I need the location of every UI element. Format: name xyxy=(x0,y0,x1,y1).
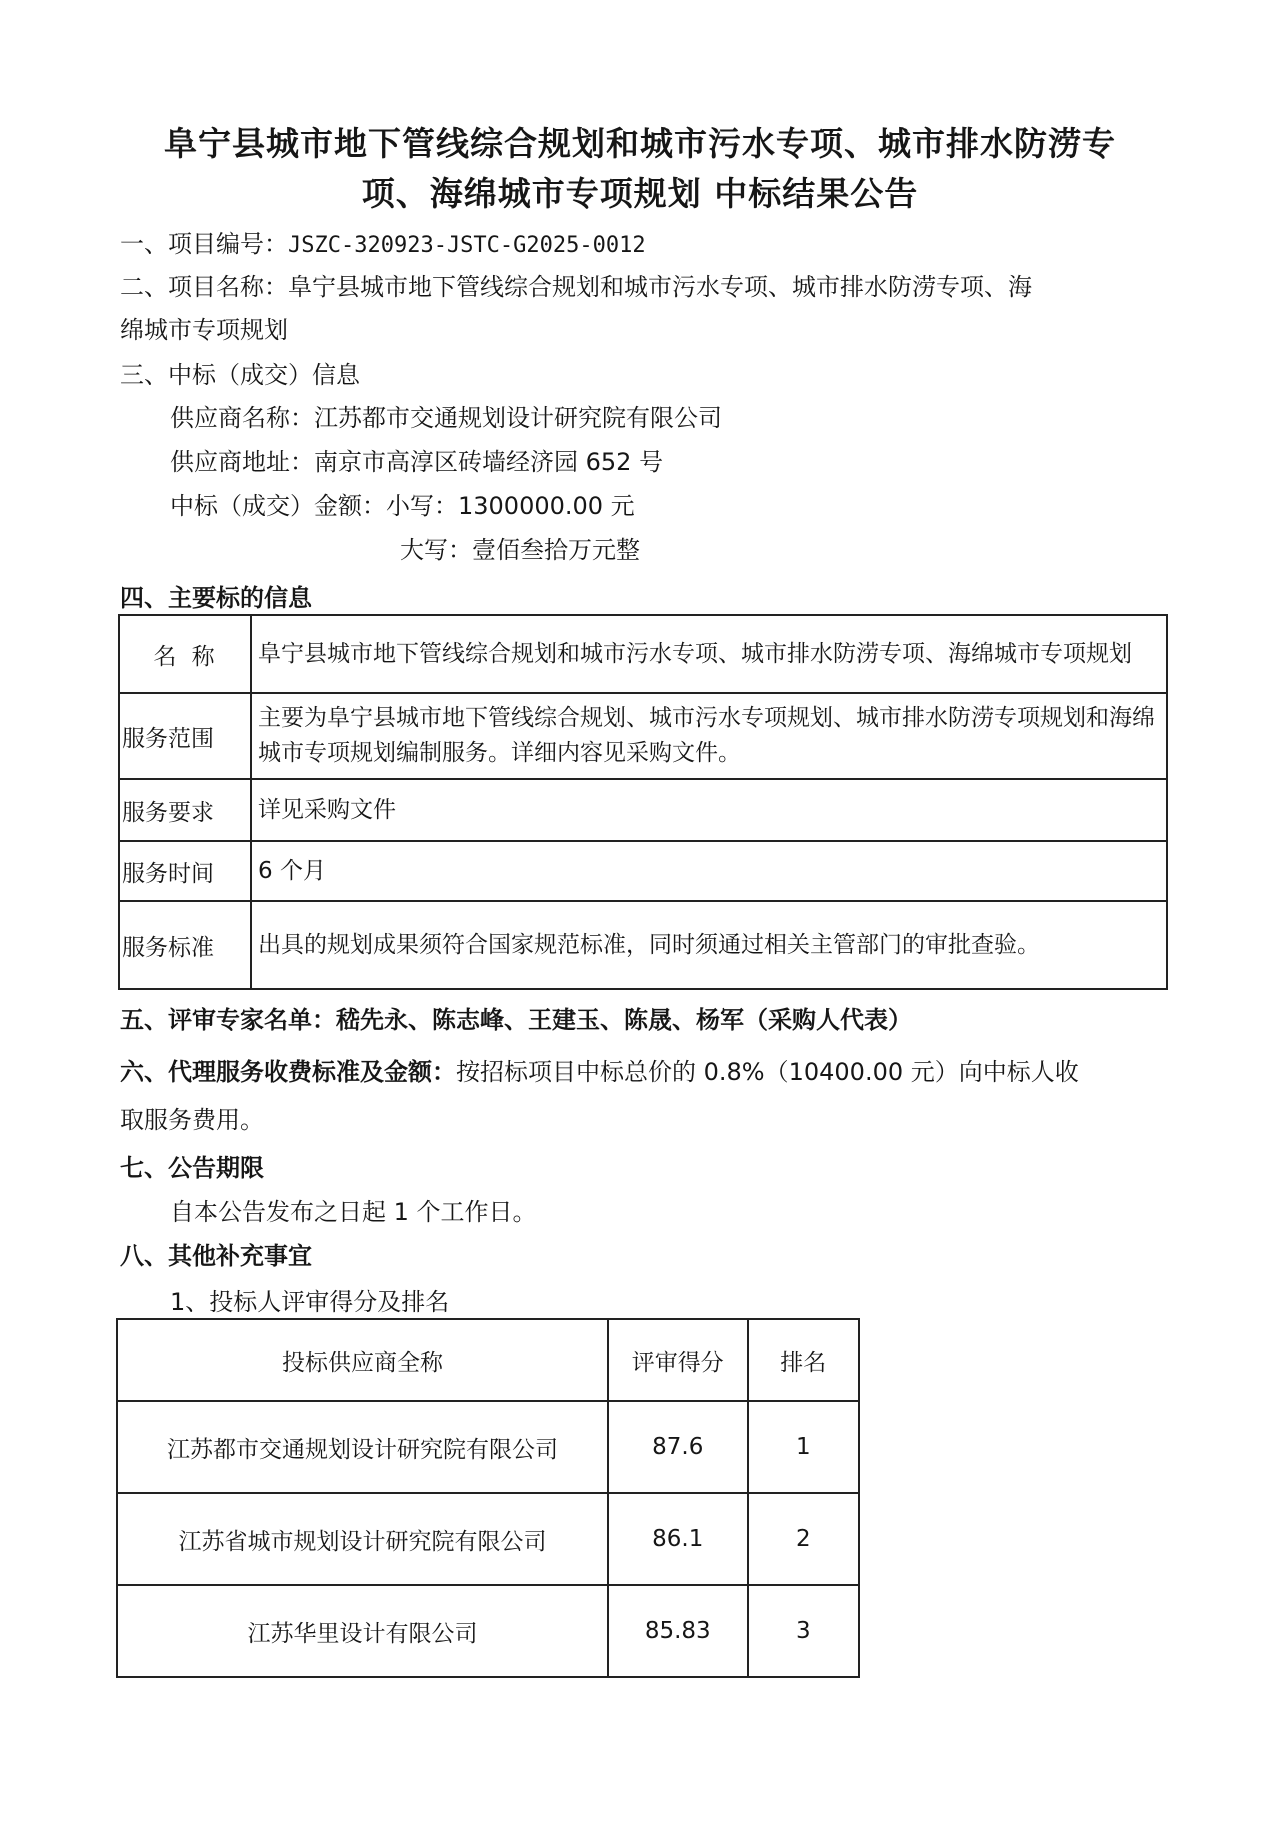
supplier-name: 供应商名称：江苏都市交通规划设计研究院有限公司 xyxy=(170,404,722,432)
section-5-experts: 五、评审专家名单：嵇先永、陈志峰、王建玉、陈晟、杨军（采购人代表） xyxy=(120,1006,912,1034)
section-8-subheading: 1、投标人评审得分及排名 xyxy=(170,1288,450,1316)
section-6-fee-line-1 xyxy=(120,1052,1079,1087)
section-4-heading: 四、主要标的信息 xyxy=(120,584,312,612)
table-row xyxy=(117,1585,859,1677)
info-label: 服务要求 xyxy=(119,779,251,841)
fee-label: 六、代理服务收费标准及金额： xyxy=(120,1058,456,1086)
project-number-label: 一、项目编号： xyxy=(120,230,288,258)
score-cell: 85.83 xyxy=(608,1585,748,1677)
info-value: 主要为阜宁县城市地下管线综合规划、城市污水专项规划、城市排水防涝专项规划和海绵城市专项规划编制服务。详细内容见采购文件。 xyxy=(251,693,1167,779)
info-row-standard xyxy=(119,901,1167,989)
score-header-row xyxy=(117,1319,859,1401)
info-label: 服务范围 xyxy=(119,693,251,779)
info-row-name xyxy=(119,615,1167,693)
info-value: 详见采购文件 xyxy=(251,779,1167,841)
rank-cell: 3 xyxy=(748,1585,859,1677)
rank-cell: 2 xyxy=(748,1493,859,1585)
header-rank: 排名 xyxy=(748,1319,859,1401)
section-6-fee-line-2: 取服务费用。 xyxy=(120,1106,264,1134)
info-label: 名 称 xyxy=(119,615,251,693)
section-1-project-number xyxy=(120,224,646,259)
supplier-name-cell: 江苏华里设计有限公司 xyxy=(117,1585,608,1677)
info-row-scope xyxy=(119,693,1167,779)
header-supplier: 投标供应商全称 xyxy=(117,1319,608,1401)
table-row xyxy=(117,1401,859,1493)
section-3-heading: 三、中标（成交）信息 xyxy=(120,361,360,389)
rank-cell: 1 xyxy=(748,1401,859,1493)
table-row xyxy=(117,1493,859,1585)
info-row-duration xyxy=(119,841,1167,901)
supplier-address: 供应商地址：南京市高淳区砖墙经济园 652 号 xyxy=(170,448,664,476)
section-8-heading: 八、其他补充事宜 xyxy=(120,1242,312,1270)
info-label: 服务标准 xyxy=(119,901,251,989)
score-cell: 86.1 xyxy=(608,1493,748,1585)
section-2-project-name-line-2: 绵城市专项规划 xyxy=(120,316,288,344)
info-value: 阜宁县城市地下管线综合规划和城市污水专项、城市排水防涝专项、海绵城市专项规划 xyxy=(251,615,1167,693)
bid-amount-small: 中标（成交）金额：小写：1300000.00 元 xyxy=(170,492,635,520)
supplier-name-cell: 江苏都市交通规划设计研究院有限公司 xyxy=(117,1401,608,1493)
supplier-name-cell: 江苏省城市规划设计研究院有限公司 xyxy=(117,1493,608,1585)
title-line-1: 阜宁县城市地下管线综合规划和城市污水专项、城市排水防涝专 xyxy=(164,124,1116,163)
info-label: 服务时间 xyxy=(119,841,251,901)
info-value: 出具的规划成果须符合国家规范标准，同时须通过相关主管部门的审批查验。 xyxy=(251,901,1167,989)
info-value: 6 个月 xyxy=(251,841,1167,901)
header-score: 评审得分 xyxy=(608,1319,748,1401)
project-number-value: JSZC-320923-JSTC-G2025-0012 xyxy=(288,233,646,258)
fee-text: 按招标项目中标总价的 0.8%（10400.00 元）向中标人收 xyxy=(456,1058,1079,1086)
bid-amount-big: 大写：壹佰叁拾万元整 xyxy=(400,536,640,564)
section-2-project-name-line-1: 二、项目名称：阜宁县城市地下管线综合规划和城市污水专项、城市排水防涝专项、海 xyxy=(120,273,1032,301)
title-line-2: 项、海绵城市专项规划 中标结果公告 xyxy=(361,174,919,213)
info-row-requirement xyxy=(119,779,1167,841)
section-7-text: 自本公告发布之日起 1 个工作日。 xyxy=(170,1198,537,1226)
section-7-heading: 七、公告期限 xyxy=(120,1154,264,1182)
info-table xyxy=(118,614,1168,990)
score-cell: 87.6 xyxy=(608,1401,748,1493)
score-table xyxy=(116,1318,860,1678)
